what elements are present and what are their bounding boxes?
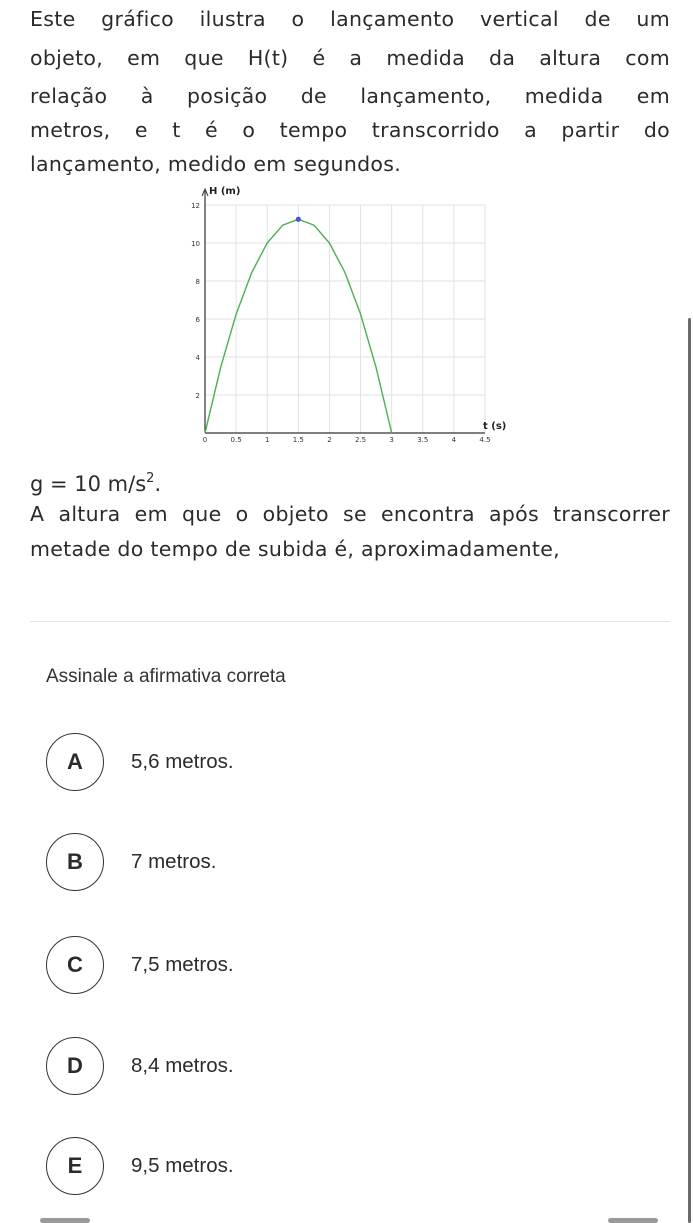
option-c[interactable] bbox=[46, 935, 646, 995]
x-tick-label-2: 1 bbox=[264, 436, 270, 444]
y-tick-label-4: 10 bbox=[191, 240, 200, 248]
option-b[interactable] bbox=[46, 832, 646, 892]
question-prompt: A altura em que o objeto se encontra após transcorrer metade do tempo de subida é, aproximadamente, bbox=[30, 502, 670, 561]
option-a-text: 5,6 metros. bbox=[131, 750, 234, 773]
x-tick-label-6: 3 bbox=[389, 436, 394, 444]
option-d-text: 8,4 metros. bbox=[131, 1054, 234, 1077]
bottom-handle-right bbox=[608, 1218, 658, 1223]
formula-base: g = 10 m/s bbox=[30, 472, 147, 496]
option-a-letter: A bbox=[46, 733, 104, 791]
x-tick-label-0: 0 bbox=[202, 436, 208, 444]
trajectory-chart bbox=[170, 183, 530, 448]
option-a[interactable] bbox=[46, 732, 646, 792]
formula-suffix: . bbox=[154, 472, 162, 496]
y-axis-label: H (m) bbox=[209, 186, 241, 197]
scrollbar[interactable] bbox=[688, 318, 691, 1223]
instruction-text: Assinale a afirmativa correta bbox=[46, 666, 286, 687]
option-e[interactable] bbox=[46, 1136, 646, 1196]
x-tick-label-7: 3.5 bbox=[417, 436, 429, 444]
divider bbox=[30, 621, 670, 622]
option-c-letter: C bbox=[46, 936, 104, 994]
question-line-4: metros, e t é o tempo transcorrido a partir do bbox=[30, 118, 670, 142]
formula-exponent: 2 bbox=[146, 471, 155, 486]
bottom-handle-left bbox=[40, 1218, 90, 1223]
question-line-3: relação à posição de lançamento, medida em bbox=[30, 84, 670, 108]
option-b-text: 7 metros. bbox=[131, 850, 217, 873]
x-tick-label-5: 2.5 bbox=[354, 436, 367, 444]
question-line-5: lançamento, medido em segundos. bbox=[30, 152, 402, 176]
x-axis-label: t (s) bbox=[483, 421, 507, 432]
x-tick-label-8: 4 bbox=[451, 436, 457, 444]
vertex-point bbox=[296, 217, 301, 222]
question-line-2: objeto, em que H(t) é a medida da altura com bbox=[30, 46, 670, 70]
y-tick-label-0: 2 bbox=[195, 392, 200, 400]
x-tick-label-9: 4.5 bbox=[479, 436, 491, 444]
y-tick-label-2: 6 bbox=[195, 316, 200, 324]
y-tick-label-1: 4 bbox=[195, 354, 200, 362]
x-tick-label-3: 1.5 bbox=[292, 436, 304, 444]
option-d[interactable] bbox=[46, 1036, 646, 1096]
x-tick-label-4: 2 bbox=[327, 436, 332, 444]
y-tick-label-3: 8 bbox=[195, 278, 200, 286]
option-e-letter: E bbox=[46, 1137, 104, 1195]
option-c-text: 7,5 metros. bbox=[131, 953, 234, 976]
question-line-1: Este gráfico ilustra o lançamento vertical de um bbox=[30, 7, 670, 31]
y-tick-label-5: 12 bbox=[191, 202, 200, 210]
option-d-letter: D bbox=[46, 1037, 104, 1095]
option-e-text: 9,5 metros. bbox=[131, 1154, 234, 1177]
x-tick-label-1: 0.5 bbox=[230, 436, 242, 444]
option-b-letter: B bbox=[46, 833, 104, 891]
gravity-formula bbox=[30, 462, 161, 501]
